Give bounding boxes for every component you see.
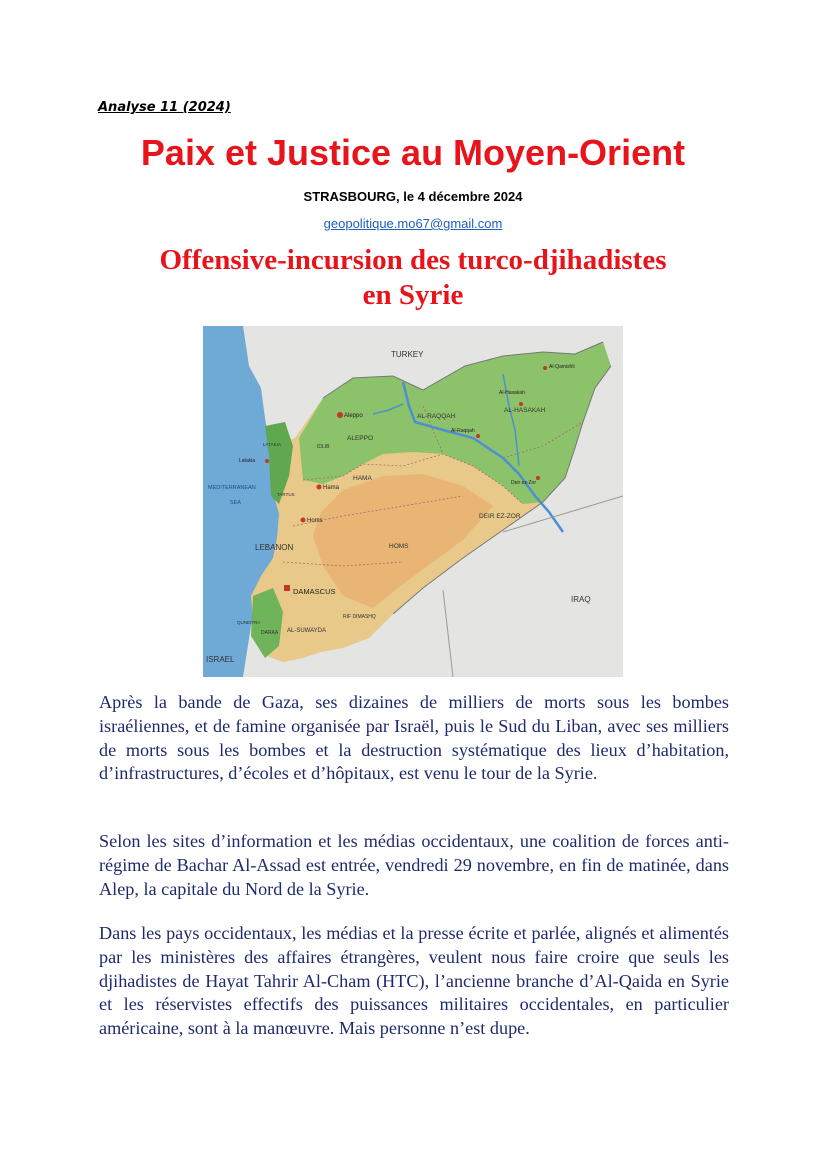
label-quneitra: QUNEITRA [237,620,261,625]
label-iraq: IRAQ [571,595,591,604]
label-suwayda: AL-SUWAYDA [287,628,327,634]
label-hasakah-city: Al-Hasakah [499,390,525,396]
raqqah-dot [476,434,480,438]
damascus-marker [284,585,290,591]
label-daraa: DARAA [261,630,279,636]
label-tartus: TARTUS [277,492,295,497]
article-subtitle [0,243,826,313]
latakia-dot [265,459,269,463]
email-link[interactable]: geopolitique.mo67@gmail.com [323,216,503,231]
label-qamishli: Al-Qamishli [549,364,575,370]
label-deir-city: Deir ez-Zor [511,480,537,486]
label-rif: RIF DIMASHQ [343,614,376,620]
label-sea-1: MEDITERRANEAN [208,485,256,491]
label-idlib: IDLIB [317,444,330,450]
paragraph-3: Dans les pays occidentaux, les médias et la presse écrite et parlée, alignés et alimentés par les ministères des affaires étrangères, veulent nous faire croire que seuls les djihadistes de Hayat Tahrir Al-Cham (HTC), l’ancienne branche d’Al-Qaida en Syrie et les réservistes effectifs des puissances militaires occidentales, en particulier américaine, sont à la manœuvre. Mais personne n’est dupe. [99,923,729,1039]
label-hama-city: Hama [323,485,340,491]
subtitle-line-2: en Syrie [362,279,464,311]
label-aleppo-gov: ALEPPO [347,435,374,442]
label-lebanon: LEBANON [255,543,294,552]
label-deir-gov: DEIR EZ-ZOR [479,513,521,520]
label-sea-2: SEA [230,500,242,506]
aleppo-dot [337,412,343,418]
homs-dot [301,518,306,523]
label-raqqah-city: Al-Raqqah [451,428,475,434]
syria-map [203,326,623,677]
paragraph-2: Selon les sites d’information et les médias occidentaux, une coalition de forces anti-régime de Bachar Al-Assad est entrée, vendredi 29 novembre, en fin de matinée, dans Alep, la capitale du Nord de la Syrie. [99,831,729,899]
analysis-number: Analyse 11 (2024) [98,100,231,115]
hama-dot [317,485,322,490]
dateline: STRASBOURG, le 4 décembre 2024 [303,189,523,204]
label-hama-gov: HAMA [353,475,372,482]
label-latakia-gov: LATAKIA [263,442,281,447]
label-turkey: TURKEY [391,350,424,359]
label-raqqah-gov: AL-RAQQAH [417,413,456,420]
label-latakia-city: Latakia [239,458,256,464]
label-homs-gov: HOMS [389,543,409,550]
label-damascus: DAMASCUS [293,587,336,596]
paragraph-1: Après la bande de Gaza, ses dizaines de milliers de morts sous les bombes israéliennes, et de famine organisée par Israël, puis le Sud du Liban, avec ses milliers de morts sous les bombes et la destruction systématique des lieux d’habitation, d’infrastructures, d’écoles et d’hôpitaux, est venu le tour de la Syrie. [99,692,729,784]
label-homs-city: Homs [307,518,323,524]
label-israel: ISRAEL [206,655,235,664]
label-aleppo-city: Aleppo [344,413,363,419]
label-hasakah-gov: AL-HASAKAH [504,407,546,414]
qamishli-dot [543,366,547,370]
deir-dot [536,476,540,480]
page-title: Paix et Justice au Moyen-Orient [140,132,686,173]
hasakah-dot [519,402,523,406]
subtitle-line-1: Offensive-incursion des turco-djihadistes [159,244,667,276]
